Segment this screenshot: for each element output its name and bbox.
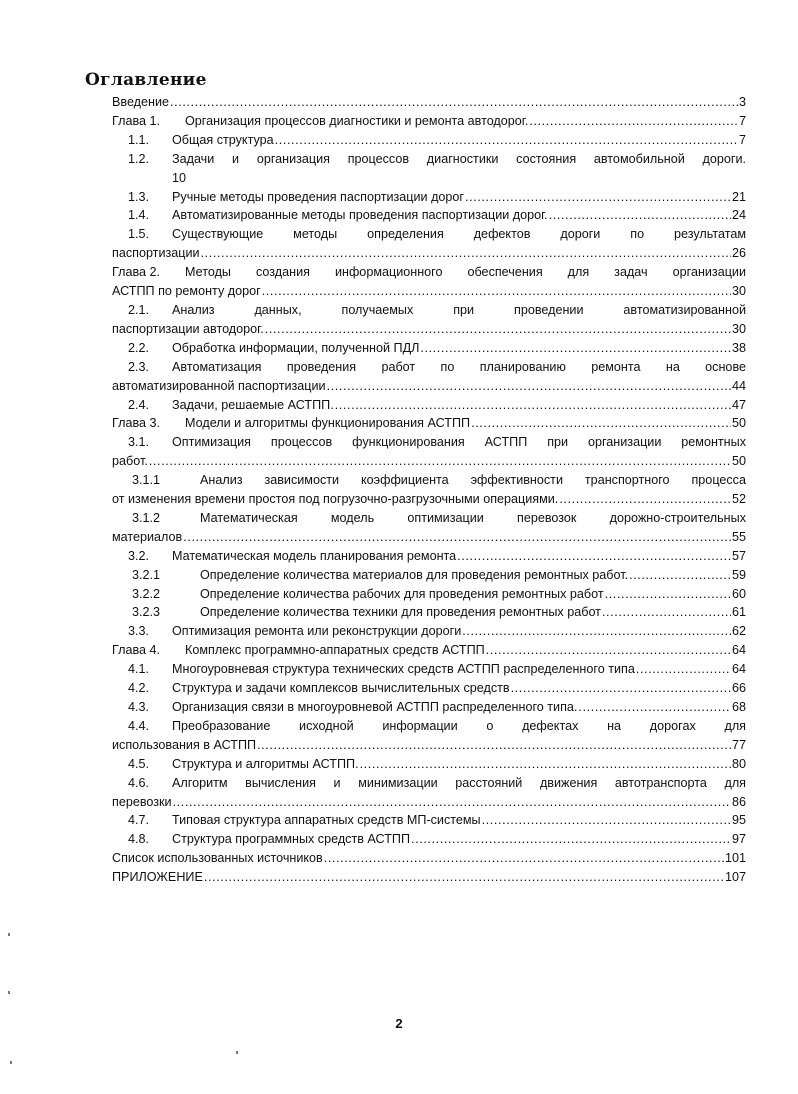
toc-entry-page: 44 (731, 378, 746, 393)
toc-entry-title: Введение (112, 95, 170, 109)
toc-entry-title-continued: работ. (112, 454, 148, 469)
toc-entry-number: 3.1.2 (132, 510, 161, 525)
dot-leader (183, 528, 731, 547)
toc-entry-number: 3.2.2 (132, 586, 161, 601)
dot-leader (465, 188, 731, 207)
toc-entry-title: Обработка информации, полученной ПДЛ (172, 340, 420, 355)
dot-leader (324, 849, 724, 868)
toc-entry-page: 60 (731, 586, 746, 601)
toc-entry (112, 811, 746, 830)
toc-entry-title-continued: перевозки (112, 794, 172, 809)
dot-leader (170, 93, 738, 112)
toc-entry (112, 112, 746, 131)
toc-entry (112, 414, 746, 433)
toc-entry-page: 7 (738, 132, 746, 147)
toc-entry-number: 2.2. (128, 340, 150, 355)
toc-entry-number: 3.3. (128, 624, 150, 639)
toc-entry-page: 24 (731, 208, 746, 223)
toc-entry-page: 77 (731, 737, 746, 752)
toc-entry-page: 68 (731, 700, 746, 714)
toc-entry-number: 4.2. (128, 681, 150, 696)
toc-entry-page: 55 (731, 529, 746, 544)
toc-entry-number: 3.2. (128, 548, 150, 563)
toc-entry-title: Задачи и организация процессов диагностики состояния автомобильной дороги. (172, 151, 746, 166)
toc-entry-page: 26 (731, 246, 746, 261)
dot-leader (265, 320, 731, 339)
toc-entry-title: Структура и алгоритмы АСТПП. (172, 756, 359, 771)
toc-title: Оглавление (85, 70, 207, 90)
toc-entry-title: Комплекс программно-аппаратных средств АСТПП (185, 643, 485, 658)
dot-leader (462, 622, 731, 641)
dot-leader (257, 736, 731, 755)
toc-entry-page: 59 (731, 567, 746, 582)
toc-entry-number: 2.4. (128, 397, 150, 412)
toc-entry-number: 3.1.1 (132, 473, 161, 488)
dot-leader (149, 452, 731, 471)
toc-entry (112, 396, 746, 415)
toc-entry-number: 3.2.1 (132, 567, 161, 582)
toc-entry (112, 301, 746, 339)
toc-entry-title: Алгоритм вычисления и минимизации расстояний движения автотранспорта для (172, 775, 746, 790)
dot-leader (629, 566, 731, 585)
dot-leader (457, 547, 731, 566)
toc-entry (112, 603, 746, 622)
toc-entry (112, 641, 746, 660)
toc-entry-title: Автоматизированные методы проведения паспортизации дорог. (172, 208, 548, 223)
toc-entry-number: 1.2. (128, 151, 150, 166)
dot-leader (201, 244, 731, 263)
toc-entry-title: Методы создания информационного обеспечения для задач организации (185, 265, 746, 280)
dot-leader (602, 603, 731, 622)
dot-leader (511, 679, 731, 698)
toc-entry-number: 3.2.3 (132, 605, 161, 620)
toc-entry-title: Математическая модель оптимизации перевозок дорожно-строительных (200, 510, 746, 525)
toc-entry-title: Оптимизация процессов функционирования АСТПП при организации ремонтных (172, 435, 746, 450)
scan-speck (10, 1061, 12, 1064)
page-number: 2 (395, 1016, 403, 1031)
toc-entry (112, 566, 746, 585)
toc-entry-number: Глава 4. (112, 643, 161, 658)
dot-leader (327, 377, 731, 396)
toc-entry (112, 150, 746, 188)
toc-entry-title: Анализ данных, получаемых при проведении автоматизированной (172, 302, 746, 317)
toc-entry-title: Организация связи в многоуровневой АСТПП распределенного типа. (172, 700, 578, 714)
toc-entry-title: Математическая модель планирования ремонта (172, 548, 457, 563)
toc-entry-number: Глава 2. (112, 265, 161, 280)
toc-entry (112, 774, 746, 812)
toc-entry-page: 64 (731, 643, 746, 658)
toc-entry-page: 95 (731, 813, 746, 828)
dot-leader (204, 868, 724, 887)
scan-speck (8, 991, 10, 994)
toc-entry (112, 206, 746, 225)
toc-entry-page: 50 (731, 454, 746, 469)
toc-entry-number: 4.3. (128, 700, 150, 714)
toc-entry (112, 868, 746, 887)
toc-entry (112, 717, 746, 755)
toc-entry-page: 107 (724, 870, 746, 885)
toc-entry-page: 47 (731, 397, 746, 412)
toc-entry-number: 2.3. (128, 359, 150, 374)
toc-entry-number: 4.1. (128, 662, 150, 677)
toc-entry-page: 80 (731, 756, 746, 771)
toc-entry-title: Оптимизация ремонта или реконструкции дороги (172, 624, 462, 639)
toc-entry-page: 21 (731, 189, 746, 204)
toc-entry-number: 2.1. (128, 302, 150, 317)
dot-leader (335, 396, 731, 415)
toc-entry-number: 3.1. (128, 435, 150, 450)
toc-entry-title: Определение количества материалов для проведения ремонтных работ. (200, 567, 629, 582)
toc-entry-number: 1.5. (128, 227, 150, 242)
toc-entry-number: 4.5. (128, 756, 150, 771)
toc-entry-page: 101 (724, 851, 746, 866)
dot-leader (262, 282, 731, 301)
toc-entry-title: Преобразование исходной информации о дефектах на дорогах для (172, 718, 746, 733)
toc-entry-title: Типовая структура аппаратных средств МП-системы (172, 813, 481, 828)
toc-entry-number: 1.4. (128, 208, 150, 223)
dot-leader (486, 641, 731, 660)
toc-entry-page: 38 (731, 340, 746, 355)
table-of-contents (112, 93, 746, 887)
toc-entry-number: Глава 1. (112, 113, 161, 128)
toc-entry (112, 547, 746, 566)
scan-speck (8, 933, 10, 936)
toc-entry (112, 339, 746, 358)
toc-entry-page: 30 (731, 321, 746, 336)
toc-entry (112, 830, 746, 849)
toc-entry (112, 433, 746, 471)
toc-entry-title-continued: от изменения времени простоя под погрузочно-разгрузочными операциями. (112, 492, 559, 507)
dot-leader (529, 112, 738, 131)
toc-entry-page: 10 (172, 170, 187, 185)
toc-entry-title: Определение количества рабочих для проведения ремонтных работ (200, 586, 604, 601)
toc-entry-page: 52 (731, 492, 746, 507)
toc-entry-page: 97 (731, 832, 746, 847)
toc-entry (112, 755, 746, 774)
toc-entry-number: 1.1. (128, 132, 150, 147)
toc-entry-title: Определение количества техники для проведения ремонтных работ (200, 605, 601, 620)
toc-entry-number: 4.8. (128, 832, 150, 847)
toc-entry-title: Структура программных средств АСТПП (172, 832, 411, 847)
toc-entry-page: 7 (738, 113, 746, 128)
toc-entry (112, 188, 746, 207)
dot-leader (559, 490, 731, 509)
toc-entry-page: 3 (738, 95, 746, 109)
toc-entry (112, 622, 746, 641)
toc-entry (112, 471, 746, 509)
toc-entry-title: Модели и алгоритмы функционирования АСТПП (185, 416, 471, 431)
toc-entry (112, 93, 746, 112)
toc-entry (112, 660, 746, 679)
dot-leader (605, 585, 731, 604)
toc-entry-page: 30 (731, 284, 746, 299)
toc-entry-title-continued: паспортизации автодорог. (112, 321, 264, 336)
toc-entry-title: Общая структура (172, 132, 274, 147)
toc-entry-title: Ручные методы проведения паспортизации дорог (172, 189, 465, 204)
toc-entry-page: 66 (731, 681, 746, 696)
toc-entry (112, 225, 746, 263)
toc-entry-title: Многоуровневая структура технических средств АСТПП распределенного типа (172, 662, 635, 677)
toc-entry-page: 61 (731, 605, 746, 620)
toc-entry (112, 509, 746, 547)
toc-entry-number: 1.3. (128, 189, 150, 204)
toc-entry (112, 849, 746, 868)
dot-leader (420, 339, 731, 358)
dot-leader (411, 830, 731, 849)
toc-entry-title: ПРИЛОЖЕНИЕ (112, 870, 203, 885)
dot-leader (471, 414, 731, 433)
toc-entry-page: 62 (731, 624, 746, 639)
toc-entry-title-continued: материалов (112, 529, 183, 544)
toc-entry-title: Организация процессов диагностики и ремонта автодорог. (185, 113, 529, 128)
toc-entry-number: 4.7. (128, 813, 150, 828)
dot-leader (173, 793, 731, 812)
toc-entry-number: 4.4. (128, 718, 150, 733)
toc-entry (112, 679, 746, 698)
toc-entry-title: Список использованных источников (112, 851, 323, 866)
dot-leader (636, 660, 731, 679)
dot-leader (360, 755, 731, 774)
toc-entry (112, 263, 746, 301)
toc-entry-page: 50 (731, 416, 746, 431)
toc-entry-number: 4.6. (128, 775, 150, 790)
toc-entry-page: 57 (731, 548, 746, 563)
toc-entry (112, 585, 746, 604)
toc-entry (112, 131, 746, 150)
toc-entry-title: Задачи, решаемые АСТПП. (172, 397, 334, 412)
dot-leader (482, 811, 731, 830)
dot-leader (549, 206, 731, 225)
toc-entry-title-continued: паспортизации (112, 246, 200, 261)
toc-entry (112, 698, 746, 717)
dot-leader (578, 698, 731, 717)
toc-entry-page: 64 (731, 662, 746, 677)
toc-entry (112, 358, 746, 396)
toc-entry-title: Автоматизация проведения работ по планированию ремонта на основе (172, 359, 746, 374)
toc-entry-number: Глава 3. (112, 416, 161, 431)
toc-entry-title: Существующие методы определения дефектов дороги по результатам (172, 227, 746, 242)
toc-entry-title: Анализ зависимости коэффициента эффективности транспортного процесса (200, 473, 746, 488)
scan-speck (236, 1051, 238, 1054)
toc-entry-title-continued: использования в АСТПП (112, 737, 257, 752)
toc-entry-title-continued: автоматизированной паспортизации (112, 378, 326, 393)
toc-entry-title-continued: АСТПП по ремонту дорог (112, 284, 261, 299)
dot-leader (275, 131, 738, 150)
toc-entry-title: Структура и задачи комплексов вычислительных средств (172, 681, 510, 696)
toc-entry-page: 86 (731, 794, 746, 809)
